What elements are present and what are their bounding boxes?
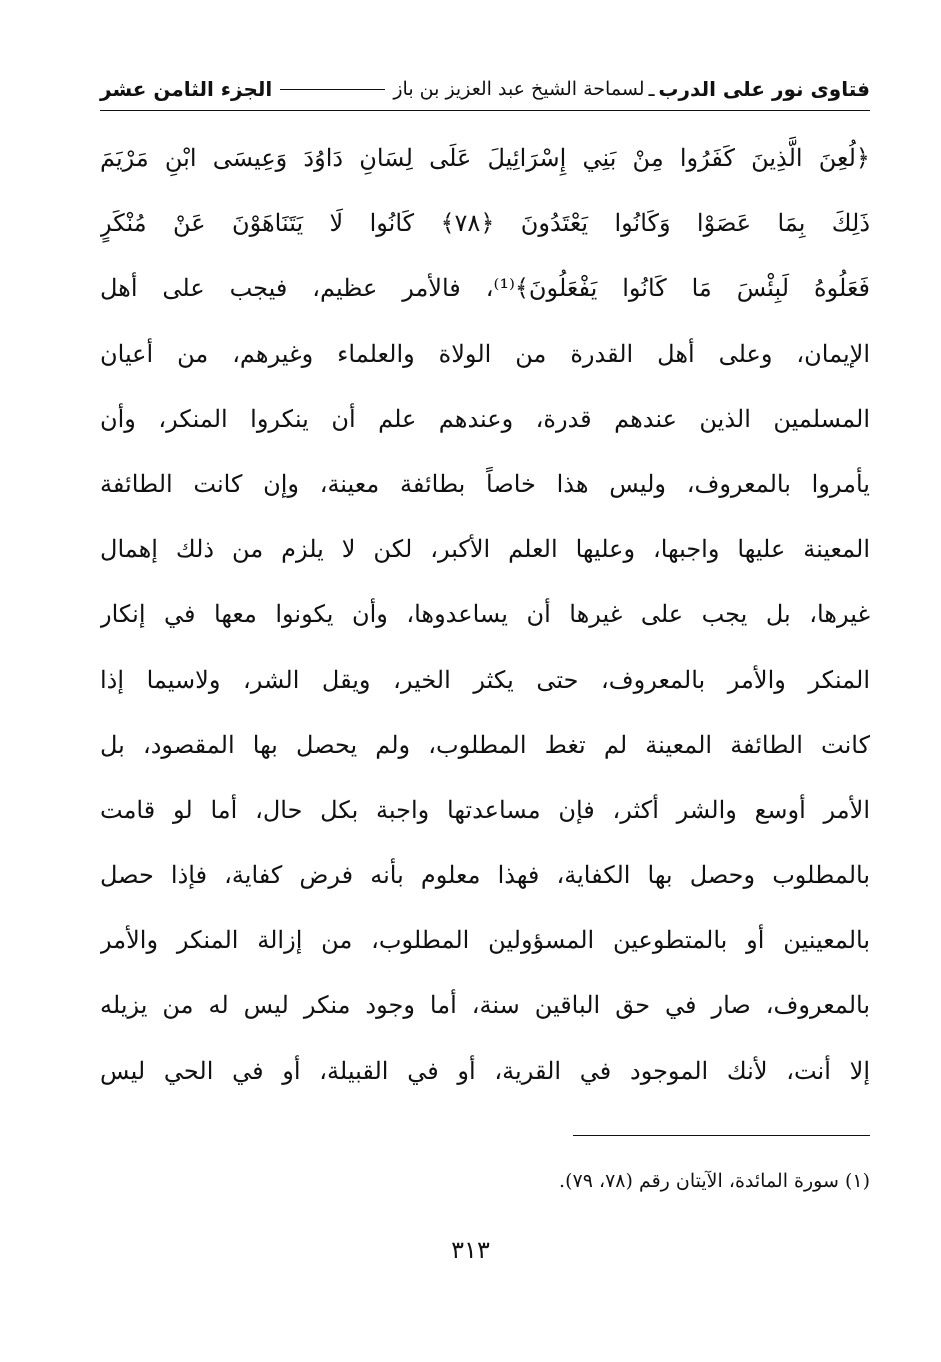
body-text — [100, 126, 870, 1106]
text-line: بالمطلوب وحصل بها الكفاية، فهذا معلوم بأنه فرض كفاية، فإذا حصل — [100, 861, 870, 890]
text-line: فَعَلُوهُ لَبِئْسَ مَا كَانُوا يَفْعَلُونَ﴾⁽¹⁾، فالأمر عظيم، فيجب على أهل — [100, 274, 870, 303]
text-line: إلا أنت، لأنك الموجود في القرية، أو في القبيلة، أو في الحي ليس — [100, 1056, 870, 1085]
text-line: الأمر أوسع والشر أكثر، فإن مساعدتها واجبة بكل حال، أما لو قامت — [100, 795, 870, 824]
text-line: غيرها، بل يجب على غيرها أن يساعدوها، وأن يكونوا معها في إنكار — [100, 600, 870, 629]
running-header — [100, 72, 870, 106]
footnote-rule — [573, 1135, 870, 1136]
text-line: الإيمان، وعلى أهل القدرة من الولاة والعلماء وغيرهم، من أعيان — [100, 339, 870, 368]
text-line: كانت الطائفة المعينة لم تغط المطلوب، ولم يحصل بها المقصود، بل — [100, 730, 870, 759]
text-line: المعينة عليها واجبها، وعليها العلم الأكبر، لكن لا يلزم من ذلك إهمال — [100, 535, 870, 564]
header-separator: ـ — [648, 77, 655, 101]
text-line: ﴿لُعِنَ الَّذِينَ كَفَرُوا مِنْ بَنِي إِسْرَائِيلَ عَلَى لِسَانِ دَاوُدَ وَعِيسَى ابْنِ مَرْيَمَ — [100, 144, 870, 172]
page-number: ٣١٣ — [451, 1236, 490, 1264]
text-line: بالمعينين أو بالمتطوعين المسؤولين المطلوب، من إزالة المنكر والأمر — [100, 926, 870, 955]
footnote: (١) سورة المائدة، الآيتان رقم (٧٨، ٧٩). — [559, 1170, 870, 1192]
header-rule — [100, 110, 870, 111]
volume-label: الجزء الثامن عشر — [100, 77, 273, 101]
text-line: بالمعروف، صار في حق الباقين سنة، أما وجود منكر ليس له من يزيله — [100, 991, 870, 1020]
text-line: المنكر والأمر بالمعروف، حتى يكثر الخير، ويقل الشر، ولاسيما إذا — [100, 665, 870, 694]
text-line: يأمروا بالمعروف، وليس هذا خاصاً بطائفة معينة، وإن كانت الطائفة — [100, 469, 870, 498]
text-line: ذَلِكَ بِمَا عَصَوْا وَكَانُوا يَعْتَدُونَ ﴿٧٨﴾ كَانُوا لَا يَتَنَاهَوْنَ عَنْ مُنْكَرٍ — [100, 209, 870, 238]
text-line: المسلمين الذين عندهم قدرة، وعندهم علم أن ينكروا المنكر، وأن — [100, 404, 870, 433]
header-dash-line — [280, 89, 385, 90]
book-title: فتاوى نور على الدرب — [658, 77, 870, 101]
author-name: لسماحة الشيخ عبد العزيز بن باز — [393, 78, 645, 100]
